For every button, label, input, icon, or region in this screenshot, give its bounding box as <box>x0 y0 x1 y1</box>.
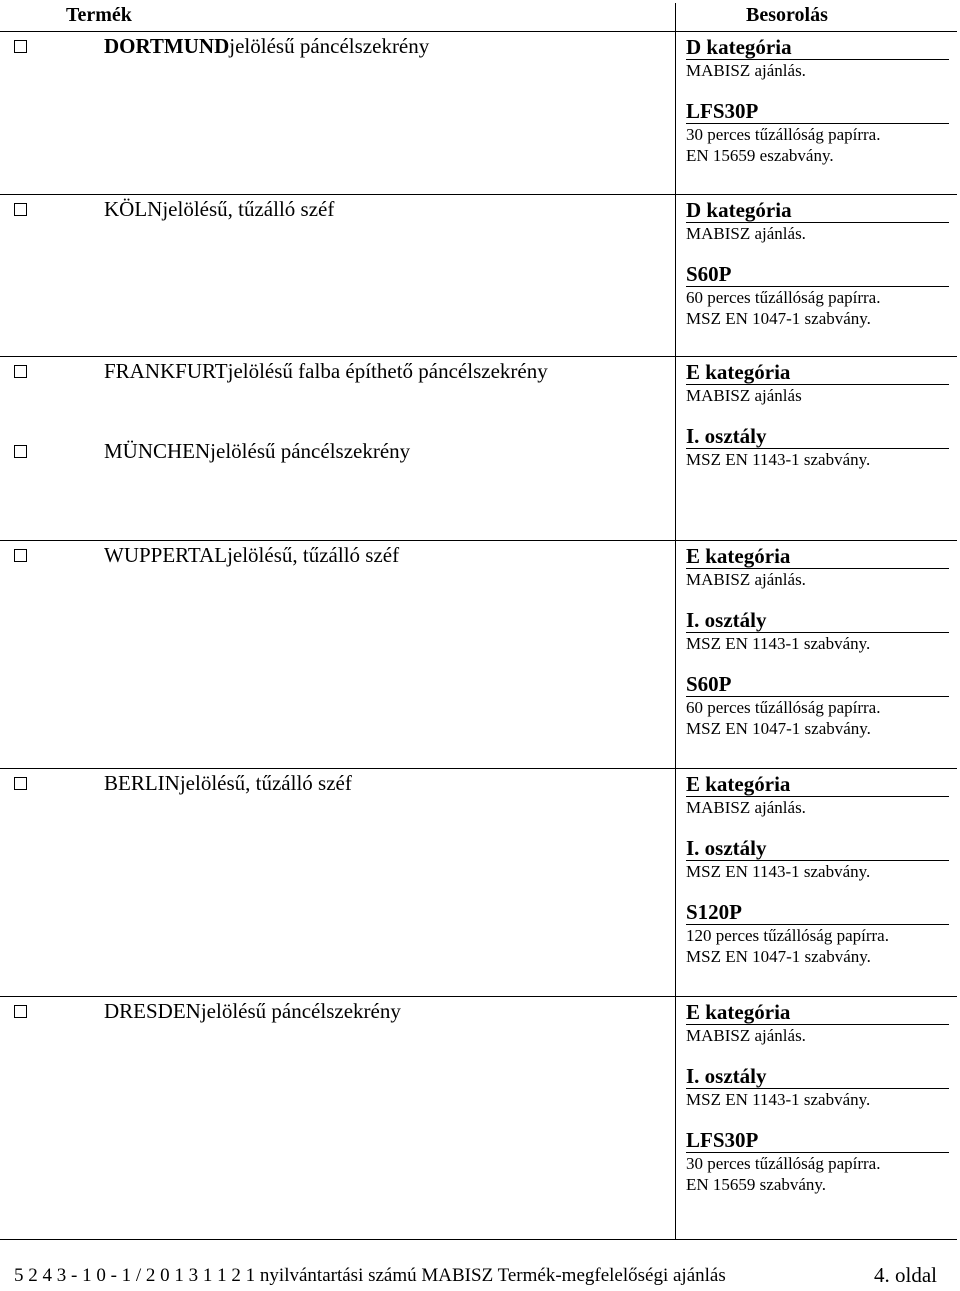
classification-block <box>686 35 949 166</box>
class-note: EN 15659 eszabvány. <box>686 146 834 165</box>
class-note: MSZ EN 1143-1 szabvány. <box>686 1090 871 1109</box>
classification-block <box>686 360 949 470</box>
column-divider <box>675 3 676 1239</box>
product-name: MÜNCHEN <box>104 439 211 463</box>
product-row-dortmund[interactable] <box>14 34 429 59</box>
class-note: MABISZ ajánlás. <box>686 224 806 243</box>
class-note: MABISZ ajánlás. <box>686 1026 806 1045</box>
product-name: WUPPERTAL <box>104 543 228 567</box>
column-header-product: Termék <box>66 4 132 26</box>
product-desc: jelölésű, tűzálló széf <box>179 771 352 795</box>
checkbox[interactable] <box>14 365 27 378</box>
product-row-frankfurt[interactable] <box>14 359 548 384</box>
class-title: S60P <box>686 262 949 287</box>
class-note: MSZ EN 1143-1 szabvány. <box>686 634 871 653</box>
class-title: D kategória <box>686 198 949 223</box>
product-desc: jelölésű, tűzálló széf <box>162 197 335 221</box>
checkbox[interactable] <box>14 40 27 53</box>
page-number: 4. oldal <box>874 1263 937 1287</box>
class-title: E kategória <box>686 1000 949 1025</box>
row-divider <box>0 768 957 769</box>
product-name: FRANKFURT <box>104 359 228 383</box>
class-note: 30 perces tűzállóság papírra. <box>686 1154 881 1173</box>
product-row-dresden[interactable] <box>14 999 401 1024</box>
product-name: DRESDEN <box>104 999 201 1023</box>
product-desc: jelölésű, tűzálló széf <box>227 543 400 567</box>
product-name: DORTMUND <box>104 34 230 58</box>
class-note: MSZ EN 1143-1 szabvány. <box>686 450 871 469</box>
class-note: 60 perces tűzállóság papírra. <box>686 288 881 307</box>
classification-block <box>686 198 949 329</box>
product-row-berlin[interactable] <box>14 771 352 796</box>
classification-block <box>686 772 949 967</box>
row-divider <box>0 194 957 195</box>
class-note: MSZ EN 1143-1 szabvány. <box>686 862 871 881</box>
class-title: S60P <box>686 672 949 697</box>
checkbox[interactable] <box>14 1005 27 1018</box>
class-title: S120P <box>686 900 949 925</box>
product-desc: jelölésű páncélszekrény <box>229 34 430 58</box>
class-title: E kategória <box>686 544 949 569</box>
classification-block <box>686 1000 949 1195</box>
product-desc: jelölésű falba építhető páncélszekrény <box>227 359 548 383</box>
class-note: MSZ EN 1047-1 szabvány. <box>686 309 871 328</box>
checkbox[interactable] <box>14 203 27 216</box>
class-note: MSZ EN 1047-1 szabvány. <box>686 947 871 966</box>
class-title: I. osztály <box>686 608 949 633</box>
class-title: I. osztály <box>686 836 949 861</box>
class-title: I. osztály <box>686 1064 949 1089</box>
checkbox[interactable] <box>14 549 27 562</box>
footer-divider <box>0 1239 957 1240</box>
class-note: MABISZ ajánlás. <box>686 798 806 817</box>
class-note: 120 perces tűzállóság papírra. <box>686 926 889 945</box>
class-note: 60 perces tűzállóság papírra. <box>686 698 881 717</box>
product-desc: jelölésű páncélszekrény <box>210 439 411 463</box>
product-row-koln[interactable] <box>14 197 334 222</box>
checkbox[interactable] <box>14 777 27 790</box>
class-note: MSZ EN 1047-1 szabvány. <box>686 719 871 738</box>
class-title: LFS30P <box>686 1128 949 1153</box>
product-row-wuppertal[interactable] <box>14 543 399 568</box>
row-divider <box>0 540 957 541</box>
row-divider <box>0 996 957 997</box>
class-title: E kategória <box>686 772 949 797</box>
classification-block <box>686 544 949 739</box>
column-header-classification: Besorolás <box>746 4 828 26</box>
class-title: LFS30P <box>686 99 949 124</box>
class-note: MABISZ ajánlás <box>686 386 802 405</box>
class-title: D kategória <box>686 35 949 60</box>
checkbox[interactable] <box>14 445 27 458</box>
footer-text: 5 2 4 3 - 1 0 - 1 / 2 0 1 3 1 1 2 1 nyilvántartási számú MABISZ Termék-megfelelőségi ajánlás <box>14 1265 726 1286</box>
product-name: KÖLN <box>104 197 163 221</box>
product-name: BERLIN <box>104 771 180 795</box>
product-desc: jelölésű páncélszekrény <box>200 999 401 1023</box>
class-note: EN 15659 szabvány. <box>686 1175 827 1194</box>
row-divider <box>0 356 957 357</box>
class-title: I. osztály <box>686 424 949 449</box>
class-note: MABISZ ajánlás. <box>686 570 806 589</box>
class-note: MABISZ ajánlás. <box>686 61 806 80</box>
class-title: E kategória <box>686 360 949 385</box>
product-row-munchen[interactable] <box>14 439 410 464</box>
row-divider <box>0 31 957 32</box>
class-note: 30 perces tűzállóság papírra. <box>686 125 881 144</box>
